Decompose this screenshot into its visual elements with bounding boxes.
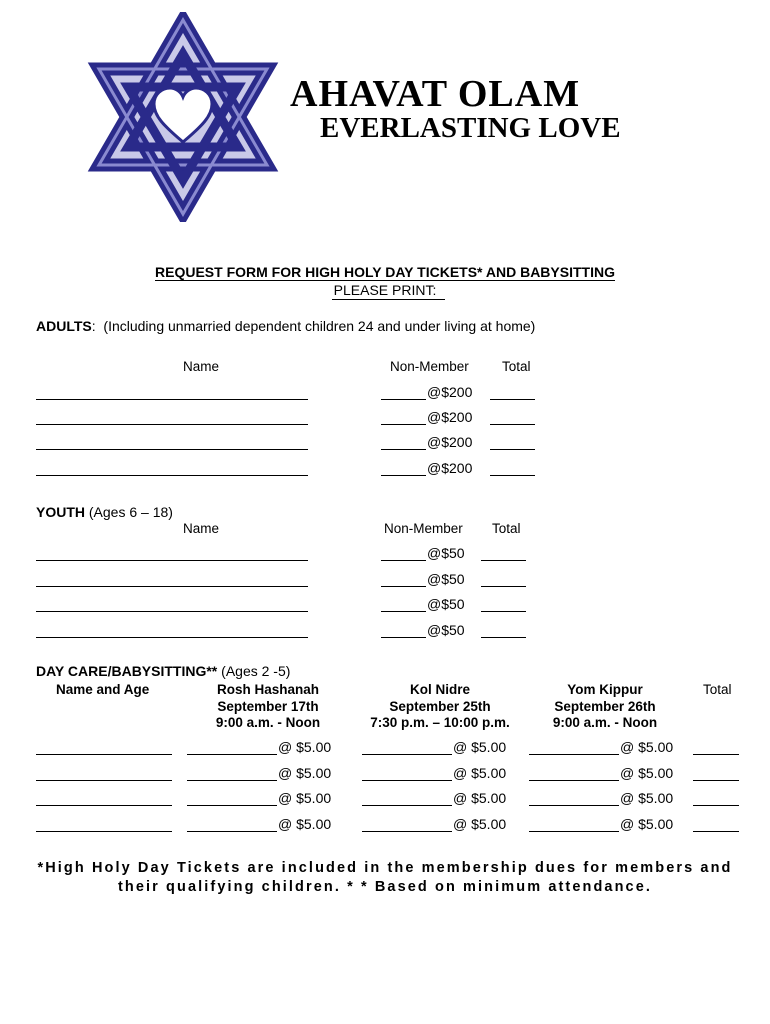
adults-col-name: Name — [183, 359, 220, 374]
daycare-col-rosh: Rosh Hashanah September 17th 9:00 a.m. - Noon — [215, 682, 321, 730]
daycare-rosh-price: @ $5.00 — [278, 816, 332, 832]
adults-price: @$200 — [427, 434, 473, 450]
adults-total-field[interactable] — [490, 449, 535, 450]
daycare-kol-field[interactable] — [362, 780, 452, 781]
youth-total-field[interactable] — [481, 611, 526, 612]
adults-col-nonmember: Non-Member — [390, 359, 469, 374]
youth-qty-field[interactable] — [381, 586, 426, 587]
daycare-total-field[interactable] — [693, 754, 739, 755]
daycare-kol-field[interactable] — [362, 805, 452, 806]
form-subtitle: PLEASE PRINT: — [333, 282, 437, 298]
youth-name-field[interactable] — [36, 586, 308, 587]
youth-price: @$50 — [427, 571, 465, 587]
daycare-kol-price: @ $5.00 — [453, 739, 507, 755]
logo-line-1: AHAVAT OLAM — [290, 73, 581, 115]
form-title: REQUEST FORM FOR HIGH HOLY DAY TICKETS* AND BABYSITTING — [155, 264, 615, 280]
youth-name-field[interactable] — [36, 637, 308, 638]
youth-qty-field[interactable] — [381, 637, 426, 638]
adults-qty-field[interactable] — [381, 475, 426, 476]
daycare-rosh-price: @ $5.00 — [278, 765, 332, 781]
youth-price: @$50 — [427, 622, 465, 638]
daycare-kol-field[interactable] — [362, 831, 452, 832]
daycare-heading-row — [36, 663, 290, 679]
youth-col-name: Name — [183, 521, 220, 536]
youth-qty-field[interactable] — [381, 611, 426, 612]
daycare-yom-price: @ $5.00 — [620, 790, 674, 806]
adults-qty-field[interactable] — [381, 424, 426, 425]
footer-note-line-1: *High Holy Day Tickets are included in the membership dues for members and — [37, 860, 733, 876]
youth-price: @$50 — [427, 596, 465, 612]
adults-name-field[interactable] — [36, 399, 308, 400]
daycare-total-field[interactable] — [693, 780, 739, 781]
youth-price: @$50 — [427, 545, 465, 561]
daycare-rosh-field[interactable] — [187, 780, 277, 781]
subtitle-underline — [332, 299, 445, 300]
daycare-kol-price: @ $5.00 — [453, 790, 507, 806]
daycare-total-field[interactable] — [693, 831, 739, 832]
daycare-col-kol: Kol Nidre September 25th 7:30 p.m. – 10:00 p.m. — [370, 682, 510, 730]
logo-star-of-david — [78, 12, 288, 222]
adults-price: @$200 — [427, 409, 473, 425]
daycare-rosh-field[interactable] — [187, 831, 277, 832]
daycare-note: (Ages 2 -5) — [221, 663, 291, 679]
daycare-yom-field[interactable] — [529, 754, 619, 755]
youth-qty-field[interactable] — [381, 560, 426, 561]
daycare-kol-field[interactable] — [362, 754, 452, 755]
daycare-rosh-field[interactable] — [187, 754, 277, 755]
daycare-yom-price: @ $5.00 — [620, 739, 674, 755]
daycare-name-field[interactable] — [36, 754, 172, 755]
footer-note-line-2: their qualifying children. * * Based on minimum attendance. — [118, 879, 652, 895]
daycare-yom-price: @ $5.00 — [620, 765, 674, 781]
adults-name-field[interactable] — [36, 449, 308, 450]
daycare-total-field[interactable] — [693, 805, 739, 806]
adults-heading: ADULTS — [36, 318, 92, 334]
youth-total-field[interactable] — [481, 586, 526, 587]
adults-heading-row: ADULTS: (Including unmarried dependent children 24 and under living at home) — [36, 318, 536, 334]
adults-qty-field[interactable] — [381, 399, 426, 400]
daycare-name-field[interactable] — [36, 780, 172, 781]
daycare-yom-field[interactable] — [529, 805, 619, 806]
youth-heading-row — [36, 504, 173, 520]
daycare-kol-price: @ $5.00 — [453, 816, 507, 832]
youth-col-nonmember: Non-Member — [384, 521, 463, 536]
youth-total-field[interactable] — [481, 560, 526, 561]
adults-total-field[interactable] — [490, 399, 535, 400]
daycare-rosh-field[interactable] — [187, 805, 277, 806]
adults-qty-field[interactable] — [381, 449, 426, 450]
youth-heading: YOUTH — [36, 504, 85, 520]
youth-total-field[interactable] — [481, 637, 526, 638]
adults-name-field[interactable] — [36, 475, 308, 476]
daycare-heading: DAY CARE/BABYSITTING** — [36, 663, 218, 679]
daycare-col-total: Total — [703, 682, 732, 697]
daycare-rosh-price: @ $5.00 — [278, 790, 332, 806]
adults-name-field[interactable] — [36, 424, 308, 425]
daycare-rosh-price: @ $5.00 — [278, 739, 332, 755]
youth-col-total: Total — [492, 521, 521, 536]
daycare-yom-price: @ $5.00 — [620, 816, 674, 832]
adults-price: @$200 — [427, 384, 473, 400]
adults-total-field[interactable] — [490, 424, 535, 425]
adults-col-total: Total — [502, 359, 531, 374]
youth-note: (Ages 6 – 18) — [88, 504, 173, 520]
daycare-yom-field[interactable] — [529, 780, 619, 781]
adults-note: (Including unmarried dependent children 24 and under living at home) — [103, 318, 536, 334]
adults-price: @$200 — [427, 460, 473, 476]
daycare-kol-price: @ $5.00 — [453, 765, 507, 781]
adults-total-field[interactable] — [490, 475, 535, 476]
daycare-name-field[interactable] — [36, 831, 172, 832]
youth-name-field[interactable] — [36, 560, 308, 561]
daycare-name-field[interactable] — [36, 805, 172, 806]
logo-line-2: EVERLASTING LOVE — [320, 112, 621, 144]
youth-name-field[interactable] — [36, 611, 308, 612]
daycare-col-yom: Yom Kippur September 26th 9:00 a.m. - Noon — [552, 682, 658, 730]
daycare-col-name: Name and Age — [56, 682, 150, 697]
daycare-yom-field[interactable] — [529, 831, 619, 832]
